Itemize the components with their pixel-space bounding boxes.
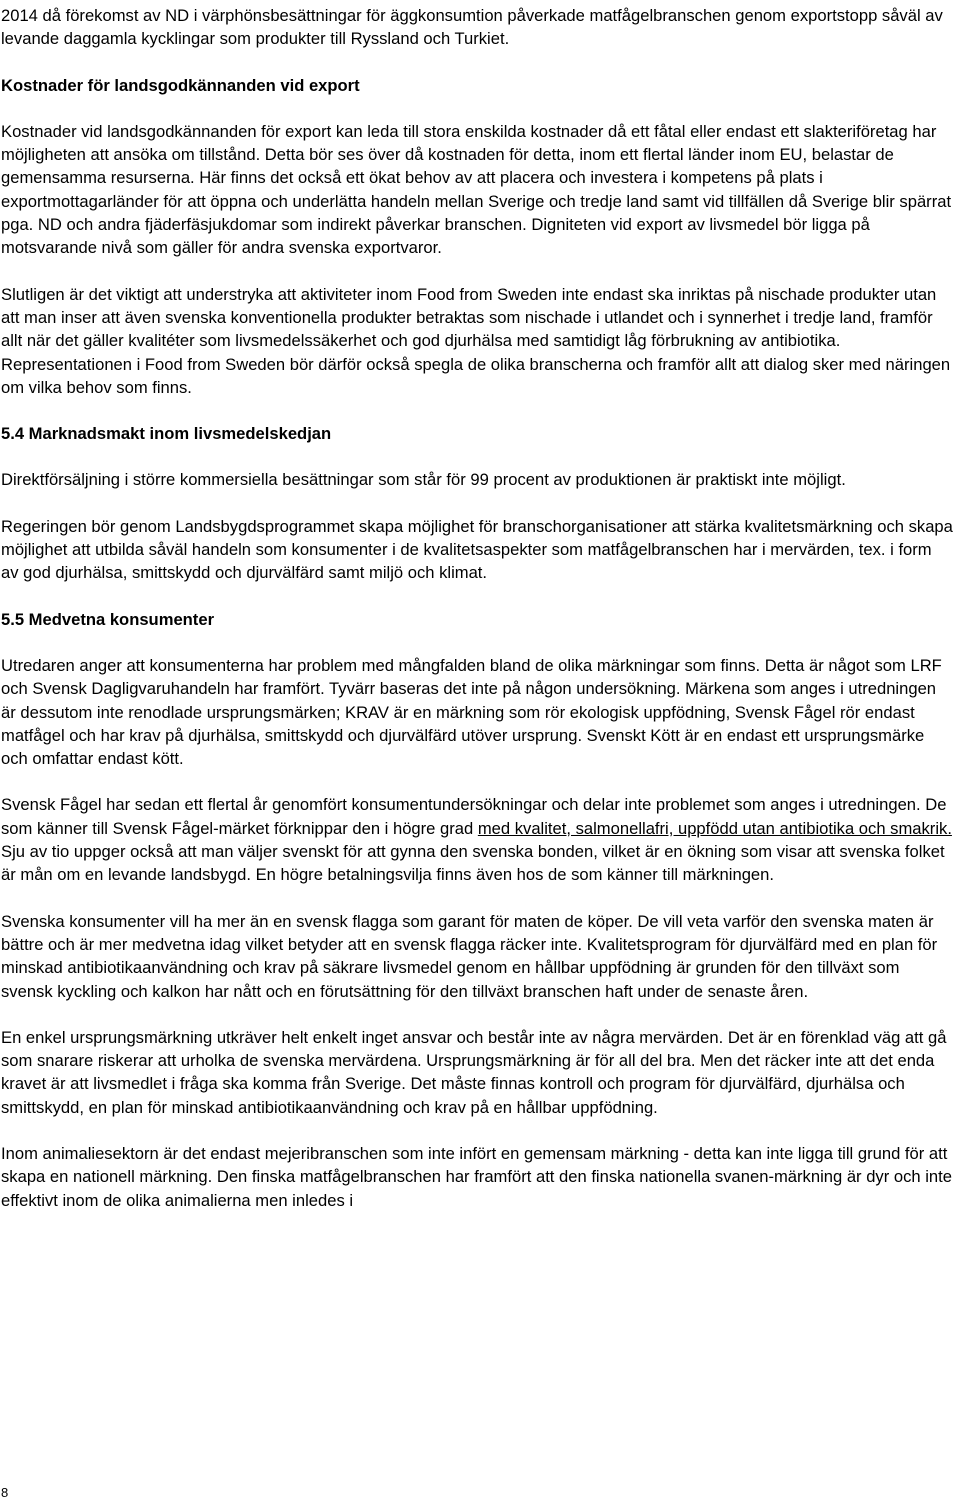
paragraph-labelling-confusion: Utredaren anger att konsumenterna har problem med mångfalden bland de olika märkningar som finns. Detta är något som LRF och Svensk Dagligvaruhandeln har framfört. Tyvärr baseras det inte på någon undersökning. Märkena som anges i utredningen är dessutom inte renodlade ursprungsmärken; KRAV är en märkning som rör ekologisk uppfödning, Svensk Fågel rör endast matfågel och har krav på djurhälsa, smittskydd och djurvälfärd utöver ursprung. Svenskt Kött är en endast ett ursprungsmärke och omfattar endast kött. (1, 655, 942, 769)
paragraph-svensk-fagel-part-a: Svensk Fågel har sedan ett flertal år genomfört konsumentundersökningar och delar inte problemet som anges i utredningen. De som känner till Svensk Fågel-märket förknippar den i högre grad (1, 795, 947, 838)
paragraph-rural-programme: Regeringen bör genom Landsbygdsprogrammet skapa möjlighet för branschorganisationer att stärka kvalitetsmärkning och skapa möjlighet att utbilda såväl handeln som konsumenter i de kvalitetsaspekter som matfågelbranschen har i mervärden, tex. i form av god djurhälsa, smittskydd och djurvälfärd samt miljö och klimat. (1, 516, 953, 583)
paragraph-nd-export-stop: 2014 då förekomst av ND i värphönsbesättningar för äggkonsumtion påverkade matfågelbranschen genom exportstopp såväl av levande daggamla kycklingar som produkter till Ryssland och Turkiet. (1, 6, 943, 49)
paragraph-origin-labelling: En enkel ursprungsmärkning utkräver helt enkelt inget ansvar och består inte av några mervärden. Det är en förenklad väg att gå som snarare riskerar att urholka de svenska mervärdena. Ursprungsmärkning är för all del bra. Men det räcker inte att det enda kravet är att livsmedlet i fråga ska komma från Sverige. Det måste finnas kontroll och program för djurvälfärd, djurhälsa och smittskydd, en plan för minskad antibiotikaanvändning och krav på en hållbar uppfödning. (1, 1027, 947, 1117)
paragraph-svensk-fagel-surveys (1, 793, 953, 886)
underlined-quality-phrase: med kvalitet, salmonellafri, uppfödd utan antibiotika och smakrik. (477, 818, 952, 838)
paragraph-export-approval-costs: Kostnader vid landsgodkännanden för export kan leda till stora enskilda kostnader då ett fåtal eller endast ett slakteriföretag har möjligheten att ansöka om tillstånd. Detta bör ses över då kostnaden för detta, inom ett flertal länder inom EU, belastar de gemensamma resurserna. Här finns det också ett ökat behov av att placera och investera i kompetens på plats i exportmottagarländer för att öppna och underlätta handeln mellan Sverige och tredje land samt vid tillfällen då Sverige blir spärrat pga. ND och andra fjäderfäsjukdomar som indirekt påverkar branschen. Digniteten vid export av livsmedel bör ligga på motsvarande nivå som gäller för andra svenska exportvaror. (1, 121, 952, 258)
document-body (1, 4, 953, 1212)
paragraph-food-from-sweden: Slutligen är det viktigt att understryka att aktiviteter inom Food from Sweden inte endast ska inriktas på nischade produkter utan att man inser att även svenska konventionella produkter betraktas som nischade i utlandet och i synnerhet i tredje land, framför allt när det gäller kvalitéter som livsmedelssäkerhet och god djurhälsa med samtidigt låg förbrukning av antibiotika. Representationen i Food from Sweden bör därför också spegla de olika branscherna och framför allt att dialog sker med näringen om vilka behov som finns. (1, 284, 951, 397)
paragraph-svensk-fagel-part-b: Sju av tio uppger också att man väljer svenskt för att gynna den svenska bonden, vilket är en ökning som visar att svenska folket är mån om en levande landsbygd. En högre betalningsvilja finns även hos de som känner till märkningen. (1, 842, 945, 885)
section-heading-5-4: 5.4 Marknadsmakt inom livsmedelskedjan (1, 424, 332, 444)
paragraph-consumers-want-more: Svenska konsumenter vill ha mer än en svensk flagga som garant för maten de köper. De vill veta varför den svenska maten är bättre och är mer medvetna idag vilket betyder att en svensk flagga räcker inte. Kvalitetsprogram för djurvälfärd med en plan för minskad antibiotikaanvändning och krav på säkrare livsmedel genom en hållbar uppfödning är grunden för den tillväxt som svensk kyckling och kalkon har nått och en förutsättning för den tillväxt branschen haft under de senaste åren. (1, 911, 938, 1001)
section-heading-5-5: 5.5 Medvetna konsumenter (1, 609, 215, 629)
paragraph-direct-sales: Direktförsäljning i större kommersiella besättningar som står för 99 procent av produktionen är praktiskt inte möjligt. (1, 470, 846, 490)
page-number: 8 (1, 1485, 9, 1500)
heading-export-approval-costs: Kostnader för landsgodkännanden vid export (1, 75, 360, 95)
paragraph-animal-sector-labelling: Inom animaliesektorn är det endast mejeribranschen som inte infört en gemensam märkning - detta kan inte ligga till grund för att skapa en nationell märkning. Den finska matfågelbranschen har framfört att den finska nationella svanen-märkning är dyr och inte effektivt inom de olika animalierna men inledes i (1, 1143, 952, 1210)
